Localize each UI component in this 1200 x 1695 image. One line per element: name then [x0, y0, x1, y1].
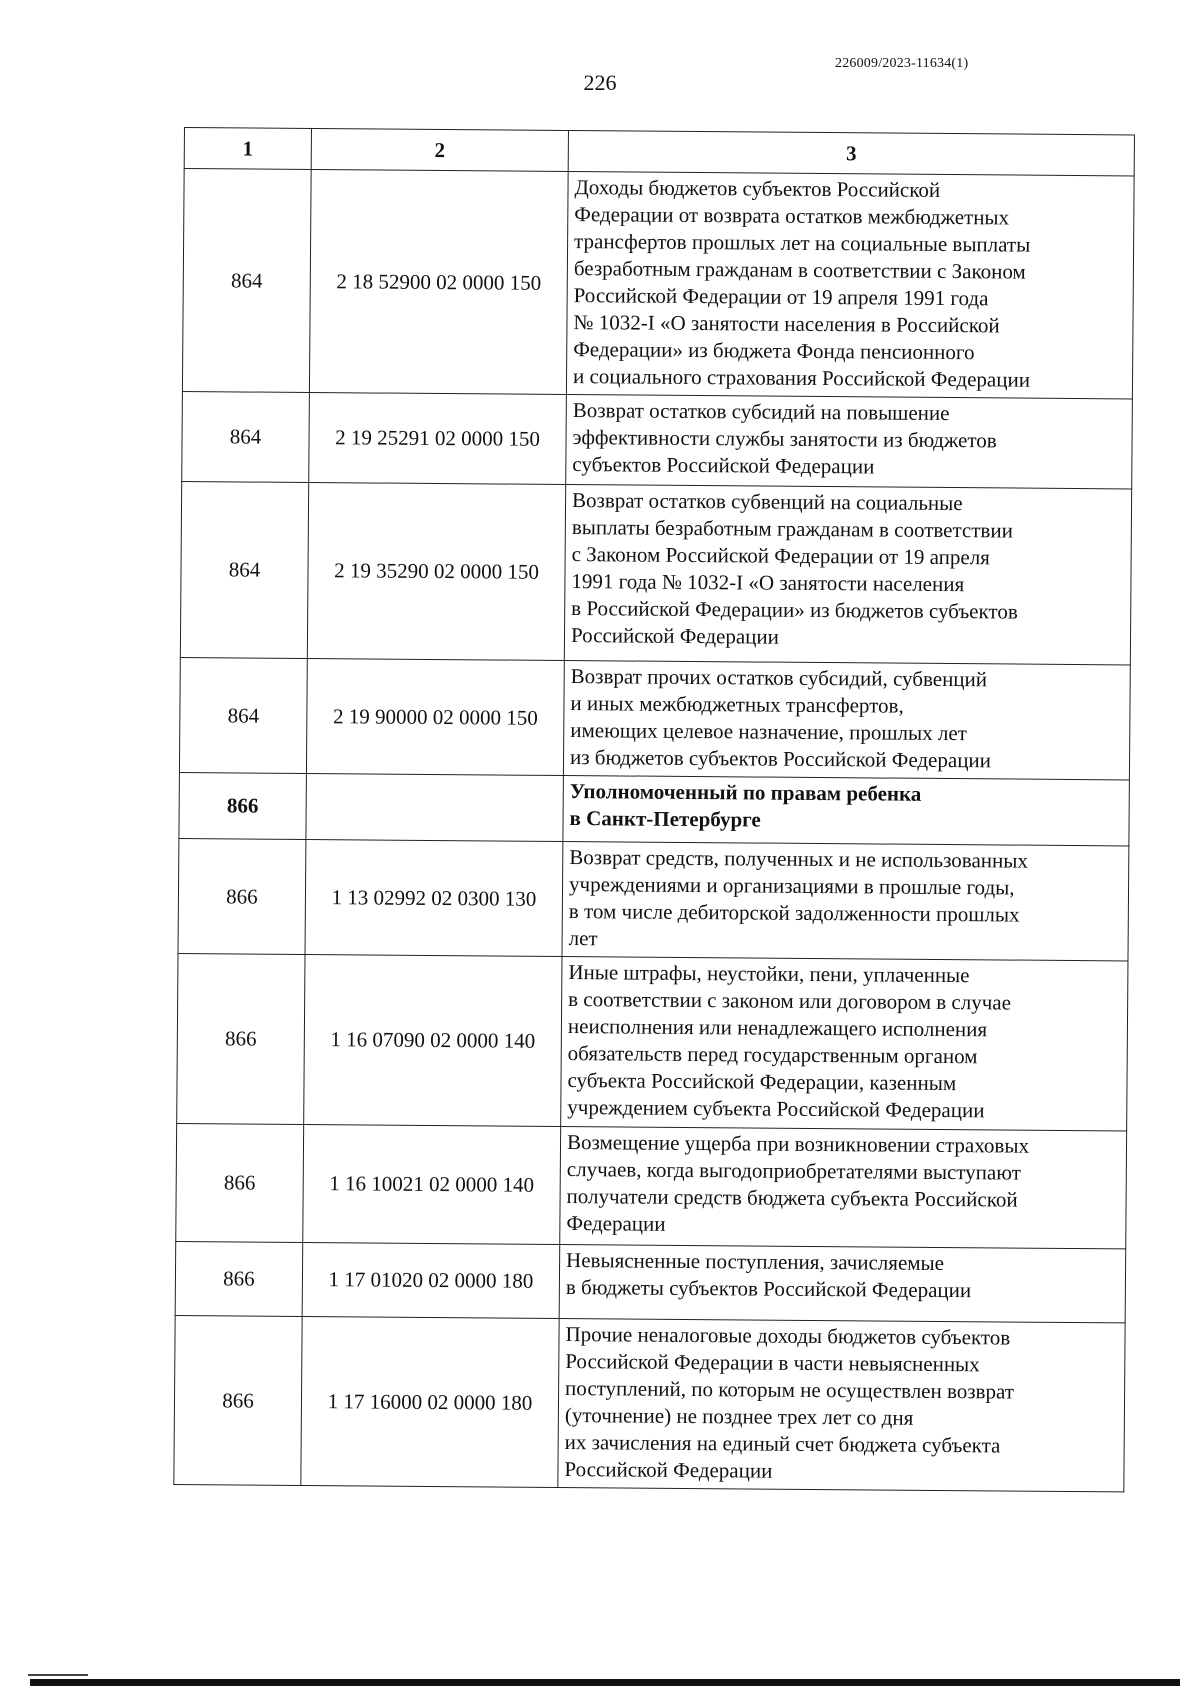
- budget-classification-code-cell: 1 17 01020 02 0000 180: [302, 1242, 560, 1318]
- description-line: Российской Федерации от 19 апреля 1991 года: [573, 283, 989, 311]
- description-cell: [560, 1126, 1127, 1248]
- description-line: Федерации: [566, 1211, 666, 1236]
- budget-classification-code-cell: [306, 773, 564, 841]
- scan-edge-mark: [28, 1674, 88, 1676]
- description-cell: [561, 956, 1128, 1130]
- description-line: их зачисления на единый счет бюджета субъекта: [564, 1430, 1001, 1458]
- description-line: Возврат остатков субсидий на повышение: [572, 398, 950, 426]
- column-header-3: 3: [568, 131, 1134, 176]
- table-row: [182, 169, 1134, 399]
- table-row: [180, 481, 1131, 664]
- administrator-code-cell: 866: [174, 1315, 302, 1485]
- description-line: учреждением субъекта Российской Федерации: [567, 1095, 985, 1123]
- budget-classification-code-cell: 2 18 52900 02 0000 150: [309, 170, 568, 395]
- budget-classification-code-cell: 2 19 90000 02 0000 150: [306, 658, 564, 775]
- administrator-code-cell: 866: [178, 838, 306, 954]
- description-line: в том числе дебиторской задолженности прошлых: [568, 899, 1020, 927]
- description-line: выплаты безработным гражданам в соответствии: [571, 515, 1013, 543]
- table-row: [176, 1123, 1127, 1248]
- column-header-1: 1: [184, 128, 311, 170]
- administrator-code-cell: 866: [177, 953, 305, 1124]
- description-line: (уточнение) не позднее трех лет со дня: [564, 1403, 914, 1430]
- description-line: трансфертов прошлых лет на социальные выплаты: [574, 229, 1031, 257]
- table-row: [179, 772, 1129, 845]
- budget-classification-table: [173, 127, 1135, 1492]
- budget-classification-code-cell: 1 16 10021 02 0000 140: [303, 1124, 561, 1244]
- column-header-2: 2: [311, 129, 568, 172]
- administrator-code-cell: 866: [175, 1241, 303, 1316]
- description-line: учреждениями и организациями в прошлые годы,: [568, 872, 1015, 900]
- description-line: получатели средств бюджета субъекта Российской: [566, 1184, 1018, 1212]
- administrator-code-cell: 864: [179, 657, 307, 773]
- description-cell: [562, 841, 1129, 960]
- description-line: Доходы бюджетов субъектов Российской: [574, 175, 941, 202]
- administrator-code-cell: 864: [180, 481, 308, 658]
- description-line: Российской Федерации в части невыясненных: [565, 1349, 980, 1377]
- description-line: обязательств перед государственным органом: [567, 1041, 978, 1069]
- description-line: лет: [568, 926, 598, 951]
- description-line: Возврат средств, полученных и не использованных: [569, 845, 1028, 873]
- description-line: эффективности службы занятости из бюджетов: [572, 425, 997, 453]
- document-id: 226009/2023-11634(1): [835, 56, 969, 71]
- description-line: Иные штрафы, неустойки, пени, уплаченные: [568, 960, 970, 988]
- description-line: субъекта Российской Федерации, казенным: [567, 1068, 957, 1096]
- description-line: Прочие неналоговые доходы бюджетов субъектов: [565, 1322, 1011, 1350]
- budget-classification-code-cell: 1 16 07090 02 0000 140: [304, 954, 562, 1126]
- description-line: Возврат остатков субвенций на социальные: [571, 488, 963, 516]
- table-row: [177, 953, 1128, 1130]
- description-line: Возврат прочих остатков субсидий, субвенций: [570, 664, 988, 692]
- description-cell: [563, 661, 1130, 780]
- description-line: и иных межбюджетных трансфертов,: [570, 691, 904, 718]
- description-line: в соответствии с законом или договором в случае: [568, 987, 1012, 1015]
- description-cell: [566, 395, 1133, 489]
- table-body: [174, 169, 1134, 1492]
- description-line: Невыясненные поступления, зачисляемые: [566, 1248, 945, 1276]
- table-row: [182, 391, 1133, 488]
- description-line: в Санкт-Петербурге: [569, 806, 761, 832]
- table-row: [174, 1315, 1125, 1491]
- description-line: с Законом Российской Федерации от 19 апреля: [571, 542, 990, 570]
- administrator-code-cell: 864: [182, 391, 310, 482]
- administrator-code-cell: 866: [179, 772, 307, 839]
- budget-classification-code-cell: 2 19 25291 02 0000 150: [309, 392, 567, 484]
- description-line: Федерации» из бюджета Фонда пенсионного: [573, 337, 975, 365]
- budget-classification-code-cell: 1 17 16000 02 0000 180: [301, 1316, 559, 1487]
- description-line: безработным гражданам в соответствии с Законом: [573, 256, 1026, 284]
- budget-classification-code-cell: 2 19 35290 02 0000 150: [307, 482, 565, 660]
- description-line: поступлений, по которым не осуществлен возврат: [565, 1376, 1015, 1404]
- description-line: в Российской Федерации» из бюджетов субъектов: [571, 596, 1018, 624]
- description-line: в бюджеты субъектов Российской Федерации: [565, 1275, 972, 1303]
- table-row: [179, 657, 1130, 779]
- description-line: и социального страхования Российской Федерации: [572, 364, 1031, 392]
- description-line: Российской Федерации: [570, 623, 780, 649]
- description-line: случаев, когда выгодоприобретателями выступают: [566, 1157, 1021, 1185]
- description-line: № 1032-I «О занятости населения в Российской: [573, 310, 1000, 338]
- description-line: субъектов Российской Федерации: [572, 452, 875, 479]
- description-cell: [563, 775, 1130, 845]
- description-line: Российской Федерации: [564, 1457, 773, 1483]
- description-cell: [559, 1244, 1126, 1322]
- description-line: из бюджетов субъектов Российской Федерации: [569, 745, 992, 773]
- description-line: неисполнения или ненадлежащего исполнения: [567, 1014, 988, 1042]
- description-cell: [558, 1318, 1125, 1491]
- administrator-code-cell: 864: [182, 169, 311, 393]
- description-line: Уполномоченный по правам ребенка: [569, 779, 922, 806]
- administrator-code-cell: 866: [176, 1123, 304, 1242]
- description-cell: [564, 485, 1131, 665]
- scan-bottom-border: [30, 1679, 1180, 1686]
- description-line: имеющих целевое назначение, прошлых лет: [570, 718, 967, 746]
- budget-classification-code-cell: 1 13 02992 02 0300 130: [305, 839, 563, 956]
- description-line: Возмещение ущерба при возникновении страховых: [566, 1130, 1030, 1158]
- table-row: [178, 838, 1129, 960]
- page-number: 226: [583, 70, 617, 95]
- description-line: 1991 года № 1032-I «О занятости населения: [571, 569, 965, 597]
- description-line: Федерации от возврата остатков межбюджетных: [574, 202, 1010, 230]
- description-cell: [566, 172, 1134, 399]
- table-row: [175, 1241, 1126, 1322]
